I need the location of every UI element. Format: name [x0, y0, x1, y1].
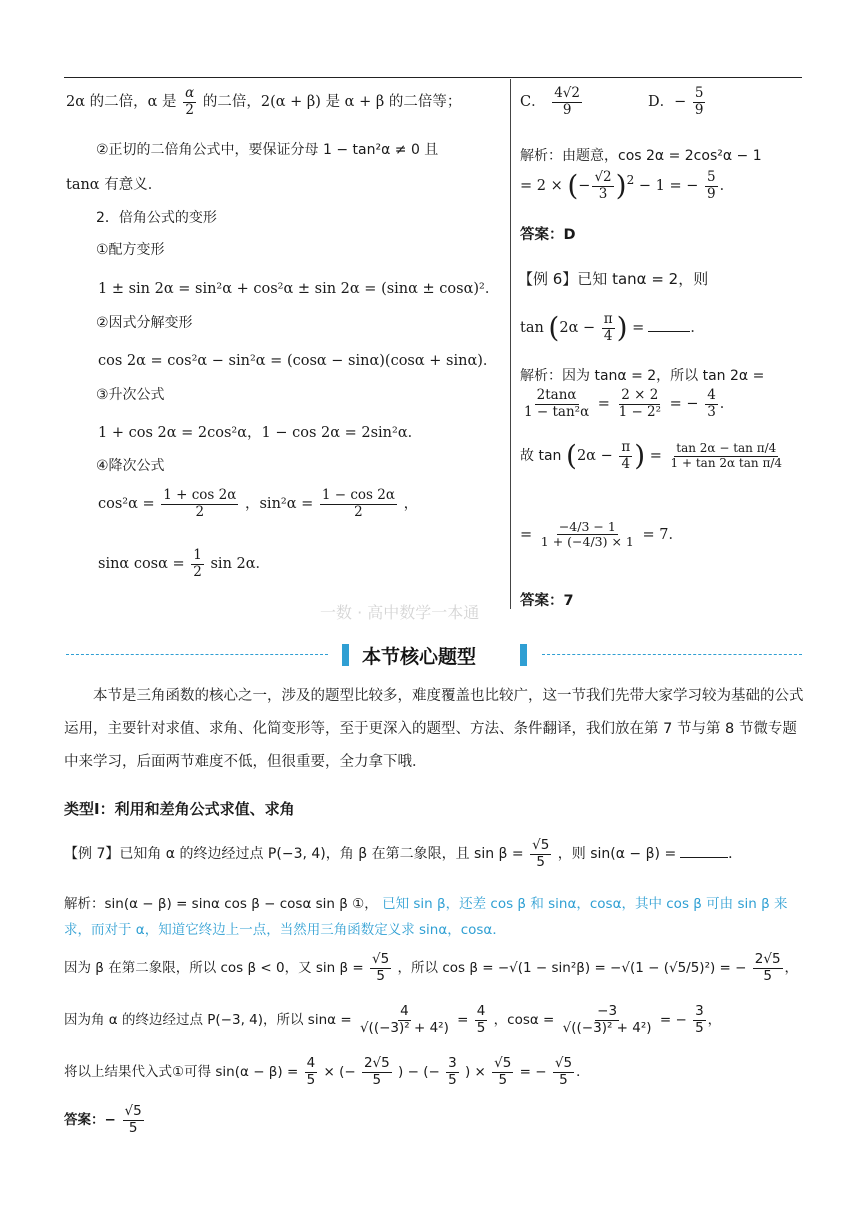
fraction: $\frac{4}{5}$ [476, 1003, 486, 1036]
text: C． [520, 94, 546, 111]
solution-7-line-1 [64, 896, 788, 913]
text: 因为角 α 的终边经过点 P(−3, 4)，所以 sinα = [64, 1012, 352, 1029]
text: 解析：sin(α − β) = sinα cos β − cosα sin β ①， [64, 896, 378, 912]
fraction: $\frac{√5}{5}$ [372, 951, 390, 984]
fraction: $\frac{-3}{\text{√((−3)² + 4²)}}$ [562, 1003, 652, 1036]
text: = [597, 396, 610, 413]
fraction: $\frac{4}{5}$ [306, 1055, 316, 1088]
fraction: $\frac{√5}{5}$ [124, 1103, 142, 1136]
intro-paragraph: 本节是三角函数的核心之一，涉及的题型比较多，难度覆盖也比较广，这一节我们先带大家学习较为基础的公式运用，主要针对求值、求角、化简变形等，至于更深入的题型、方法、条件翻译，我们放在第 7 节与第 8 节微专题中来学习，后面两节难度不低，但很重要，全力拿下哦． [64, 688, 804, 770]
left-line-5: ①配方变形 [96, 242, 165, 258]
text: 将以上结果代入式①可得 sin(α − β) = [64, 1064, 299, 1081]
fraction: $\frac{4}{\text{√((−3)² + 4²)}}$ [359, 1003, 449, 1036]
left-line-3: tanα 有意义． [66, 177, 163, 193]
solution-6-line-3: 故 tan (2α − $\frac{\pi}{4}$ ) = $\frac{\text{tan 2α − tan π/4}}{\text{1 + tan 2α tan π/4}}$ [520, 439, 783, 473]
fraction: $\frac{4√2}{9}$ [554, 85, 580, 118]
divider-right [542, 654, 802, 655]
example-6-expr: tan (2α − $\frac{\pi}{4}$ ) = ． [520, 311, 705, 345]
fraction: $\frac{2√5}{5}$ [363, 1055, 390, 1088]
fraction: $\frac{√5}{5}$ [532, 837, 550, 870]
fraction: $\frac{1}{2}$ [193, 547, 202, 580]
text: 因为 β 在第二象限，所以 cos β < 0，又 sin β = [64, 960, 364, 977]
left-line-9: ③升次公式 [96, 387, 165, 403]
left-line-2: ②正切的二倍角公式中，要保证分母 1 − tan²α ≠ 0 且 [96, 142, 439, 158]
fraction: $\frac{2 \times 2}{\text{1 − 2²}}$ [618, 387, 662, 420]
solution-5-line-1: 解析：由题意，cos 2α = 2cos²α − 1 [520, 148, 762, 164]
fraction: $\frac{√5}{5}$ [494, 1055, 512, 1088]
text: ，sin²α = [244, 496, 314, 513]
left-line-7: ②因式分解变形 [96, 315, 193, 331]
text: 答案：− [64, 1112, 116, 1129]
text: = − [669, 396, 699, 413]
solution-6-line-4 [520, 520, 683, 550]
answer-5: 答案：D [520, 227, 576, 243]
section-title: 本节核心题型 [362, 646, 477, 668]
top-rule [64, 77, 802, 78]
fraction: $\frac{2\tan\alpha}{\text{1 − tan²α}}$ [524, 387, 590, 420]
text: ， [403, 496, 419, 513]
fraction: $\frac{2√5}{5}$ [754, 951, 781, 984]
fraction: $\frac{\text{tan 2α − tan π/4}}{\text{1 + tan 2α tan π/4}}$ [670, 440, 783, 470]
fraction: $\frac{\pi}{4}$ [603, 311, 613, 344]
answer-7 [64, 1104, 146, 1136]
text: tan [520, 320, 544, 337]
fraction: $\frac{1 + \cos 2\alpha}{2}$ [163, 487, 237, 520]
answer-blank [680, 857, 728, 858]
text: D．− [648, 94, 687, 111]
fraction: $\frac{5}{9}$ [707, 169, 716, 202]
text: − 1 = − [638, 178, 699, 195]
text: cos²α = [98, 496, 155, 513]
divider-left [66, 654, 328, 655]
left-line-12 [98, 488, 418, 520]
type-heading: 类型Ⅰ：利用和差角公式求值、求角 [64, 800, 295, 818]
text: sin 2α． [210, 556, 271, 573]
text: sinα cosα = [98, 556, 185, 573]
fraction: $\frac{5}{9}$ [694, 85, 704, 118]
solution-7-line-4: 因为角 α 的终边经过点 P(−3, 4)，所以 sinα = $\frac{4}{\text{√((−3)² + 4²)}}$ = $\frac{4}{5}$ ，cosα = $\frac{-3}{\text{√((−3)² + 4²)}}$ = − $\frac{3}{5}$ ， [64, 1003, 722, 1036]
fraction: $\frac{\alpha}{2}$ [185, 85, 195, 118]
fraction: $\frac{3}{5}$ [695, 1003, 704, 1036]
header-bar-right [520, 644, 527, 666]
text: = 7． [642, 526, 683, 543]
fraction: $\frac{-4/3 - 1}{1 + (-4/3) \times 1}$ [540, 519, 634, 550]
solution-7-line-3: 因为 β 在第二象限，所以 cos β < 0，又 sin β = $\frac{√5}{5}$ ，所以 cos β = −√(1 − sin²β) = −√(1 − (√5/5)²) = − $\frac{2√5}{5}$ ， [64, 951, 799, 984]
watermark: 一数 · 高中数学一本通 [320, 603, 480, 622]
left-line-11: ④降次公式 [96, 458, 165, 474]
option-c [520, 86, 584, 118]
text: = 2 × [520, 178, 563, 195]
solution-6-line-1: 解析：因为 tanα = 2，所以 tan 2α = [520, 368, 765, 384]
option-d [648, 86, 707, 118]
left-line-10: 1 + cos 2α = 2cos²α，1 − cos 2α = 2sin²α． [98, 425, 423, 441]
note-text: 已知 sin β，还差 cos β 和 sinα，cosα，其中 cos β 可由 sin β 来 [382, 896, 788, 912]
fraction: $\frac{\pi}{4}$ [621, 439, 631, 472]
example-6-title: 【例 6】已知 tanα = 2，则 [518, 270, 709, 288]
left-line-4: 2．倍角公式的变形 [96, 210, 217, 226]
left-line-1 [66, 86, 461, 118]
solution-7-line-5: 将以上结果代入式①可得 sin(α − β) = $\frac{4}{5}$ × (− $\frac{2√5}{5}$ ) − (− $\frac{3}{5}$ ) × $\frac{√5}{5}$ = − $\frac{√5}{5}$ ． [64, 1055, 590, 1088]
left-line-8: cos 2α = cos²α − sin²α = (cosα − sinα)(cosα + sinα)． [98, 353, 498, 369]
text: ，cosα = [493, 1012, 555, 1029]
text: ，则 sin(α − β) = [557, 846, 677, 863]
text: = [520, 526, 533, 543]
text: 2α 的二倍，α 是 [66, 94, 177, 111]
column-divider [510, 79, 511, 609]
text: 【例 7】已知角 α 的终边经过点 P(−3, 4)，角 β 在第二象限，且 sin β = [64, 846, 524, 863]
answer-6: 答案：7 [520, 593, 574, 609]
text: 的二倍，2(α + β) 是 α + β 的二倍等； [202, 94, 462, 111]
fraction: $\frac{√2}{3}$ [594, 169, 612, 202]
text: 2α − [576, 448, 613, 465]
left-line-6: 1 ± sin 2α = sin²α + cos²α ± sin 2α = (sinα ± cosα)²． [98, 281, 500, 297]
example-7: 【例 7】已知角 α 的终边经过点 P(−3, 4)，角 β 在第二象限，且 sin β = $\frac{√5}{5}$ ，则 sin(α − β) = ． [64, 837, 743, 870]
solution-6-line-2: $\frac{2\tan\alpha}{\text{1 − tan²α}}$ = $\frac{2 \times 2}{\text{1 − 2²}}$ = − $\frac{4}{3}$ ． [524, 387, 735, 420]
fraction: $\frac{1 - \cos 2\alpha}{2}$ [321, 487, 395, 520]
solution-5-line-2: = 2 × (− $\frac{√2}{3}$ )$^2$ − 1 = − $\frac{5}{9}$ ． [520, 169, 735, 203]
header-bar-left [342, 644, 349, 666]
answer-blank [648, 331, 690, 332]
text: ，所以 cos β = −√(1 − sin²β) = −√(1 − (√5/5)²) = − [397, 960, 747, 977]
text: = [632, 320, 645, 337]
section-header [0, 640, 868, 670]
fraction: $\frac{3}{5}$ [448, 1055, 457, 1088]
solution-7-line-2: 求，而对于 α，知道它终边上一点，当然用三角函数定义求 sinα，cosα． [64, 922, 506, 938]
left-line-13 [98, 548, 270, 580]
fraction: $\frac{4}{3}$ [707, 387, 716, 420]
text: 故 tan [520, 448, 562, 465]
fraction: $\frac{√5}{5}$ [554, 1055, 573, 1088]
text: = [649, 448, 662, 465]
text: 2α − [559, 320, 596, 337]
